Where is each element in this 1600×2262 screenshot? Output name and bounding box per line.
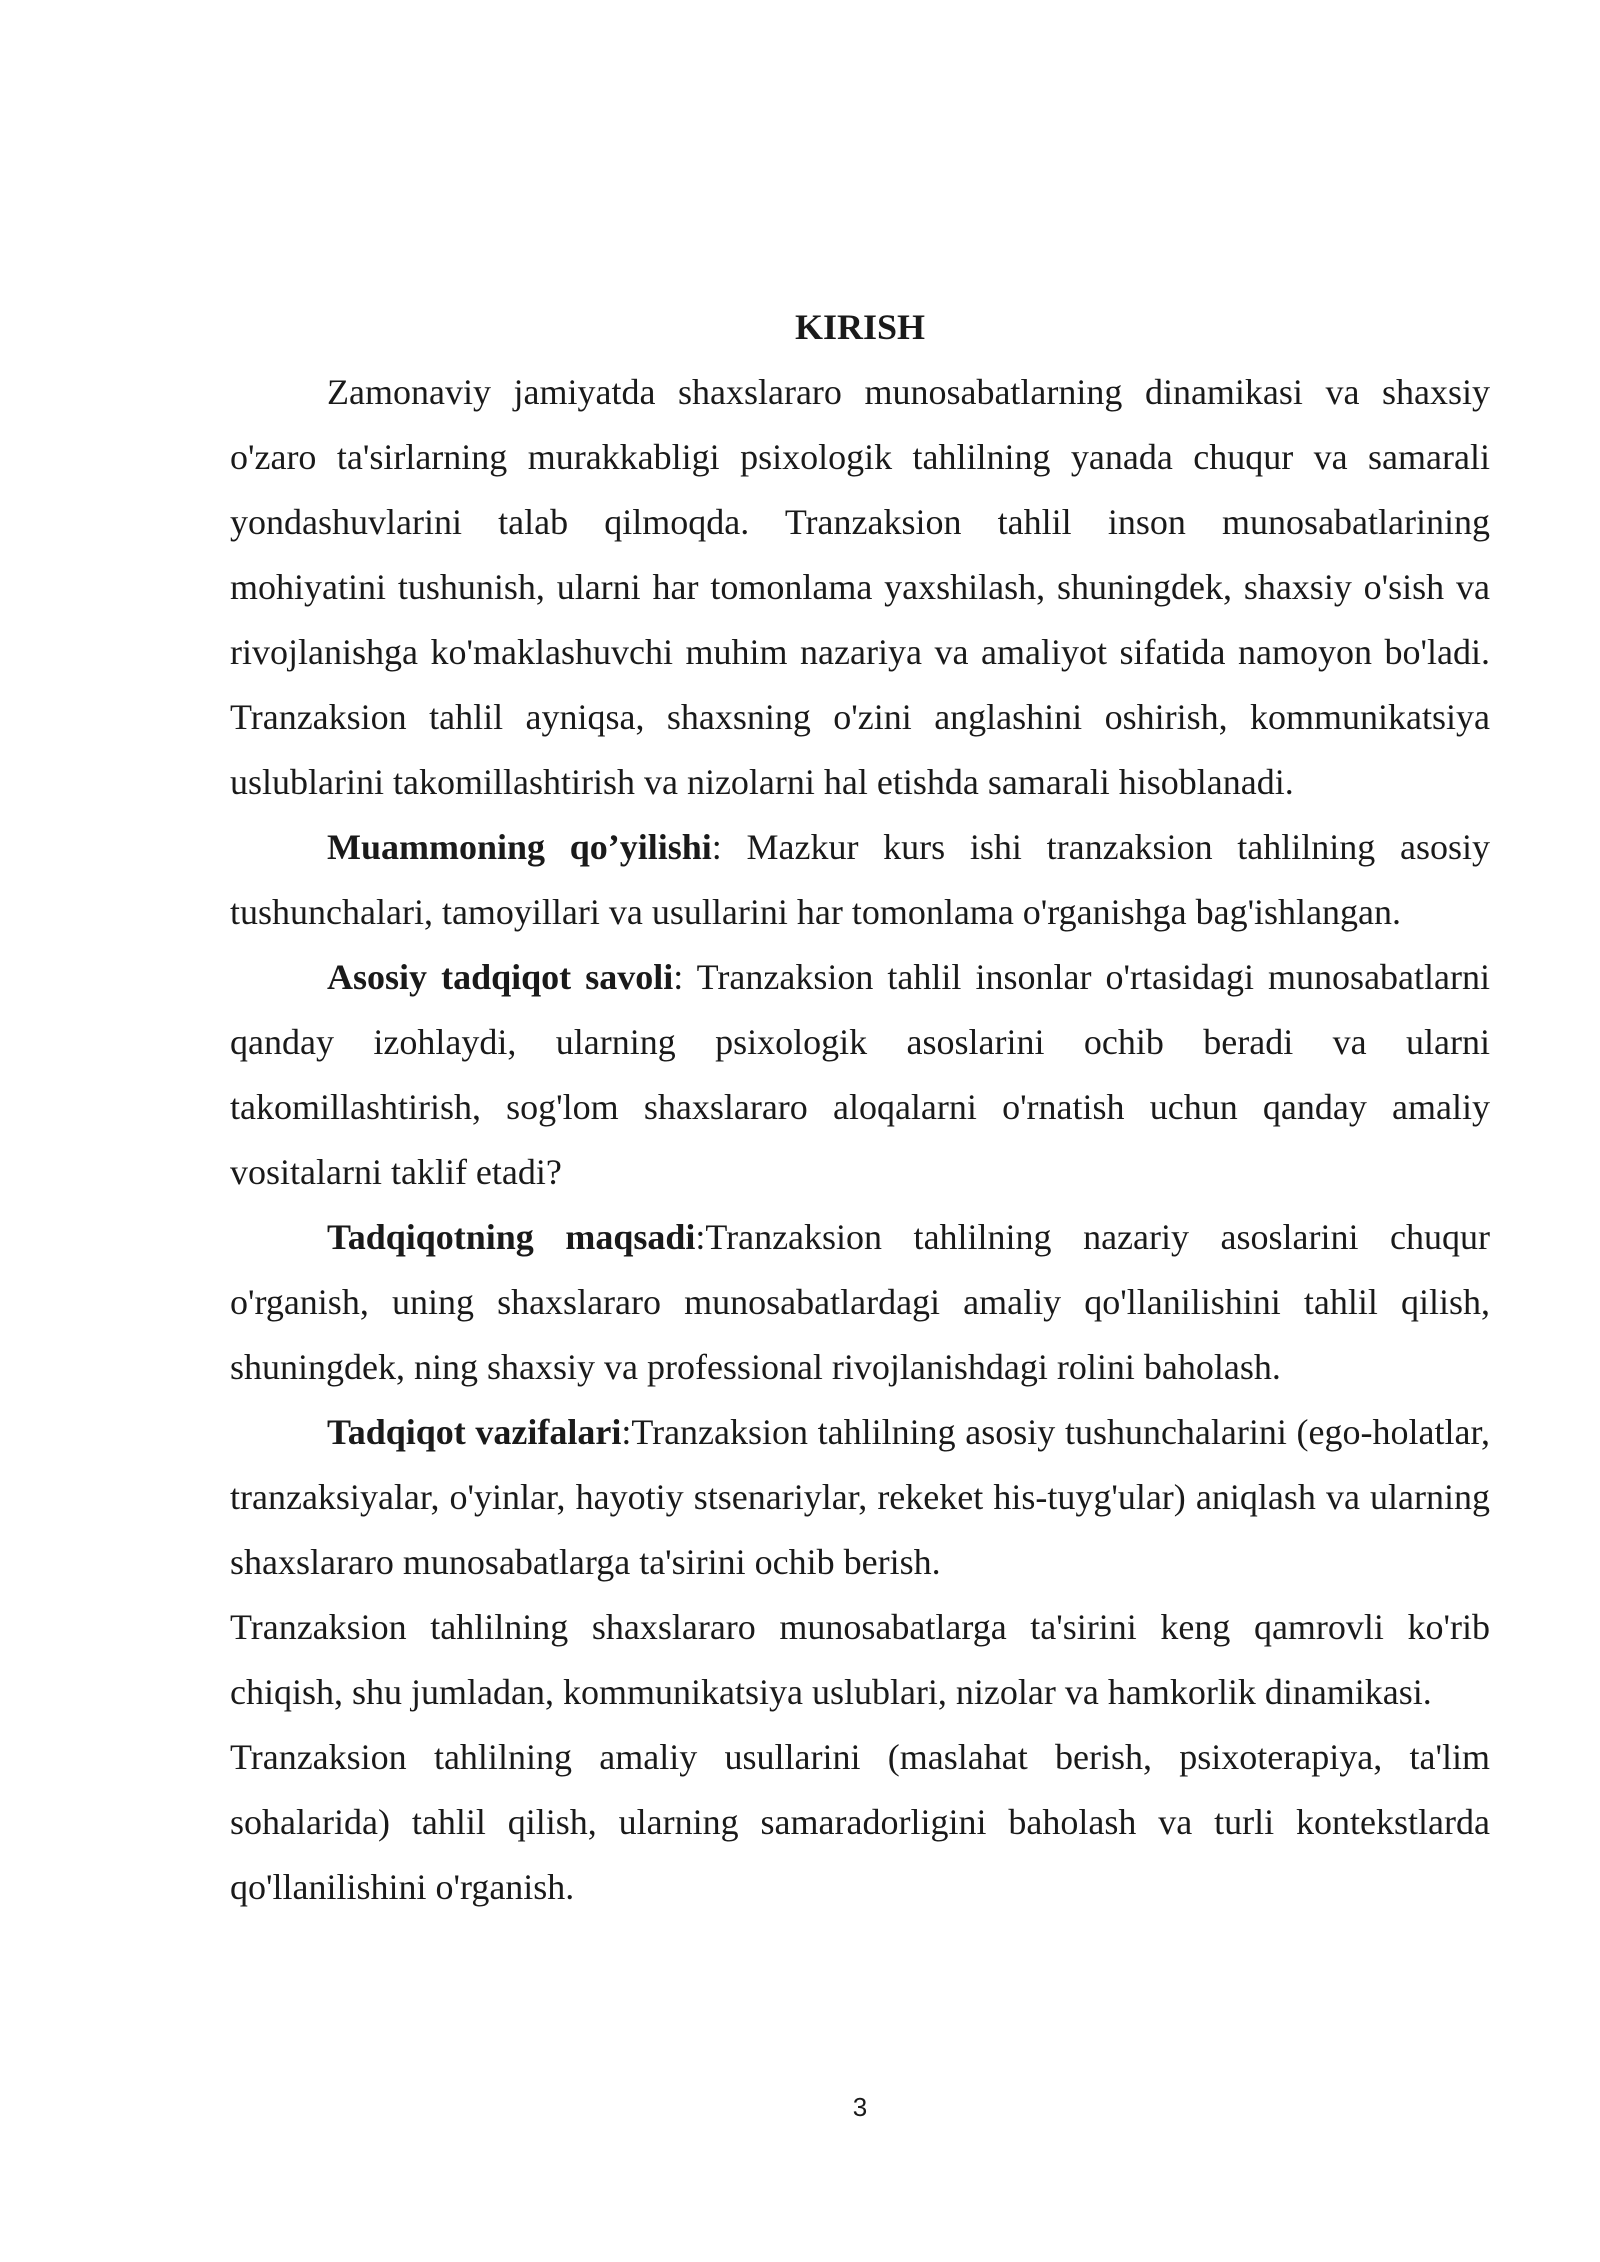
goal-paragraph — [230, 1205, 1490, 1400]
intro-paragraph: Zamonaviy jamiyatda shaxslararo munosabatlarning dinamikasi va shaxsiy o'zaro ta'sirlarning murakkabligi psixologik tahlilning yanada chuqur va samarali yondashuvlarini talab qilmoqda. Tranzaksion tahlil inson munosabatlarining mohiyatini tushunish, ularni har tomonlama yaxshilash, shuningdek, shaxsiy o'sish va rivojlanishga ko'maklashuvchi muhim nazariya va amaliyot sifatida namoyon bo'ladi. Tranzaksion tahlil ayniqsa, shaxsning o'zini anglashini oshirish, kommunikatsiya uslublarini takomillashtirish va nizolarni hal etishda samarali hisoblanadi. — [230, 372, 1490, 802]
page-title: KIRISH — [794, 307, 926, 347]
problem-text: : Mazkur kurs ishi tranzaksion tahlilning asosiy tushunchalari, tamoyillari va usullarini har tomonlama o'rganishga bag'ishlangan. — [230, 827, 1490, 932]
goal-label: Tadqiqotning maqsadi — [327, 1217, 696, 1257]
problem-paragraph — [230, 815, 1490, 945]
page-number: 3 — [852, 2092, 868, 2122]
question-paragraph — [230, 945, 1490, 1205]
tasks-continuation-2: Tranzaksion tahlilning amaliy usullarini (maslahat berish, psixoterapiya, ta'lim sohalarida) tahlil qilish, ularning samaradorligini baholash va turli kontekstlarda qo'llanilishini o'rganish. — [230, 1737, 1490, 1907]
document-body — [230, 295, 1490, 1920]
question-text: : Tranzaksion tahlil insonlar o'rtasidagi munosabatlarni qanday izohlaydi, ularning psixologik asoslarini ochib beradi va ularni takomillashtirish, sog'lom shaxslararo aloqalarni o'rnatish uchun qanday amaliy vositalarni taklif etadi? — [230, 957, 1490, 1192]
tasks-text: :Tranzaksion tahlilning asosiy tushunchalarini (ego-holatlar, tranzaksiyalar, o'yinlar, hayotiy stsenariylar, rekeket his-tuyg'ular) aniqlash va ularning shaxslararo munosabatlarga ta'sirini ochib berish. — [230, 1412, 1490, 1582]
tasks-paragraph — [230, 1400, 1490, 1595]
question-label: Asosiy tadqiqot savoli — [327, 957, 674, 997]
problem-label: Muammoning qo’yilishi — [327, 827, 712, 867]
tasks-continuation-1: Tranzaksion tahlilning shaxslararo munosabatlarga ta'sirini keng qamrovli ko'rib chiqish, shu jumladan, kommunikatsiya uslublari, nizolar va hamkorlik dinamikasi. — [230, 1607, 1490, 1712]
tasks-label: Tadqiqot vazifalari — [327, 1412, 622, 1452]
goal-text: :Tranzaksion tahlilning nazariy asoslarini chuqur o'rganish, uning shaxslararo munosabatlardagi amaliy qo'llanilishini tahlil qilish, shuningdek, ning shaxsiy va professional rivojlanishdagi rolini baholash. — [230, 1217, 1490, 1387]
